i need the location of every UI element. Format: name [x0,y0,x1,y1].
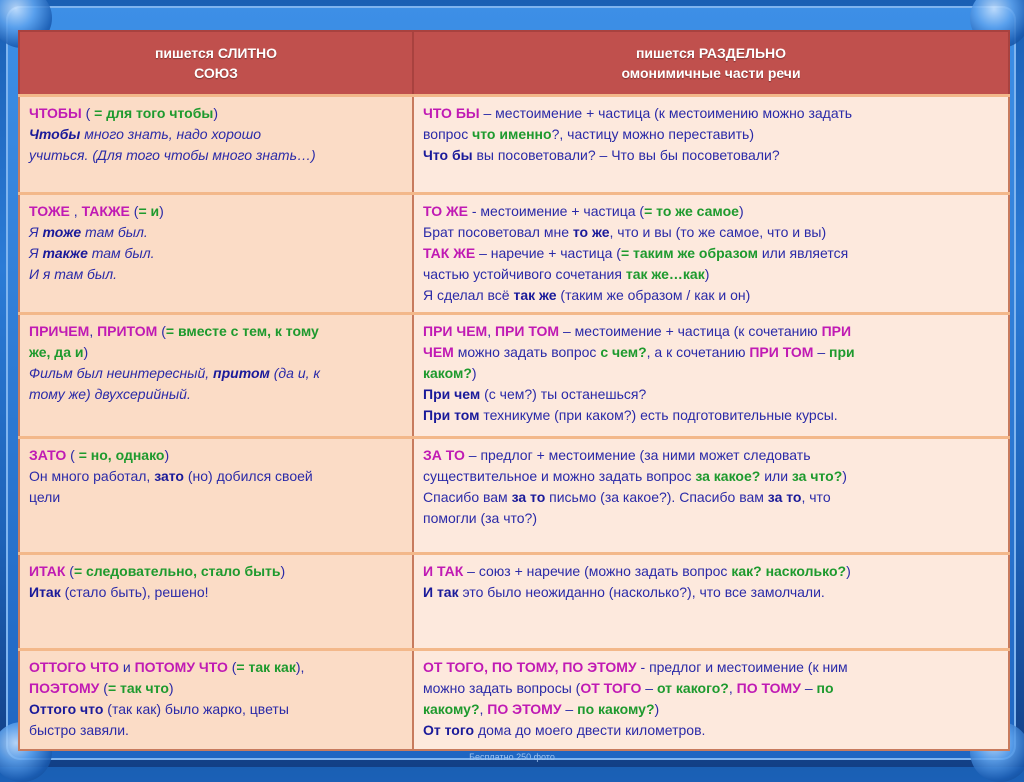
text-segment: И ТАК [423,563,464,579]
text-segment: – наречие + частица ( [475,245,621,261]
text-segment: тому же) двухсерийный. [29,386,191,402]
joined-cell [19,554,413,650]
header-joined [19,31,413,96]
text-segment: ПРИТОМ [97,323,158,339]
separate-cell [413,194,1009,314]
text-segment: (стало быть), решено! [60,584,209,600]
cell-line [423,678,1000,699]
text-segment: Что бы [423,147,473,163]
text-segment: там был. [81,224,148,240]
joined-cell [19,194,413,314]
text-segment: это было неожиданно (насколько?), что все замолчали. [458,584,825,600]
text-segment: - предлог и местоимение (к ним [636,659,848,675]
text-segment: можно задать вопросы ( [423,680,581,696]
text-segment: (с чем?) ты останешься? [480,386,647,402]
cell-line [29,384,404,405]
text-segment: ) [842,468,847,484]
text-segment: то же [572,224,610,240]
text-segment: ) [471,365,477,381]
text-segment: ПОЭТОМУ [29,680,100,696]
text-segment: тоже [42,224,82,240]
text-segment: ТО ЖЕ [423,203,468,219]
text-segment: ЧТО БЫ [423,105,480,121]
text-segment: ) [280,563,286,579]
cell-line [423,264,1000,285]
text-segment: ), [295,659,305,675]
cell-line [29,720,404,741]
header-separate-subtitle: омонимичные части речи [621,65,801,81]
text-segment: – местоимение + частица (к местоимению можно задать [479,105,853,121]
text-segment: ОТ ТОГО, ПО ТОМУ, ПО ЭТОМУ [423,659,637,675]
text-segment: Фильм был неинтересный, [29,365,214,381]
text-segment: , [479,701,488,717]
table-row [19,96,1009,194]
text-segment: (да и, к [269,365,321,381]
text-segment: ОТТОГО ЧТО [29,659,119,675]
separate-cell [413,554,1009,650]
text-segment: – [561,701,578,717]
cell-line [423,145,1000,166]
text-segment: дома до моего двести километров. [474,722,706,738]
text-segment: за какое? [695,468,761,484]
cell-line [423,222,1000,243]
text-segment: – союз + наречие (можно задать вопрос [463,563,732,579]
text-segment: (так как) было жарко, цветы [103,701,289,717]
text-segment: быстро завяли. [29,722,129,738]
text-segment: так же [513,287,557,303]
text-segment: Я сделал всё [423,287,514,303]
cell-line [29,678,404,699]
text-segment: ?, частицу можно переставить) [551,126,754,142]
joined-cell [19,96,413,194]
text-segment: ( [157,323,166,339]
text-segment: ПО ЭТОМУ [487,701,562,717]
text-segment: так же…как [625,266,705,282]
text-segment: там был. [87,245,155,261]
cell-line [29,145,404,166]
text-segment: , что [801,489,831,505]
text-segment: Оттого что [29,701,104,717]
text-segment: ) [159,203,164,219]
text-segment: ЗА ТО [423,447,465,463]
text-segment: по [816,680,834,696]
cell-line [423,243,1000,264]
text-segment: как? насколько? [731,563,847,579]
header-separate-title: пишется РАЗДЕЛЬНО [635,45,787,61]
text-segment: ТАК ЖЕ [423,245,476,261]
spelling-rules-table [18,30,1010,751]
text-segment: ПРИ ТОМ [749,344,814,360]
text-segment: и [119,659,135,675]
text-segment: , что и вы (то же самое, что и вы) [609,224,827,240]
cell-line [423,508,1000,529]
text-segment: (таким же образом / как и он) [556,287,751,303]
text-segment: Он много работал, [29,468,155,484]
cell-line [423,699,1000,720]
text-segment: ( [227,659,237,675]
text-segment: какому? [423,701,480,717]
text-segment: за что? [791,468,843,484]
text-segment: ЧЕМ [423,344,454,360]
text-segment: ПРИЧЕМ [29,323,90,339]
joined-cell [19,438,413,554]
cell-line [423,561,1000,582]
cell-line [423,487,1000,508]
cell-line [29,582,404,603]
text-segment: – [800,680,817,696]
cell-line [423,657,1000,678]
text-segment: = и [138,203,160,219]
text-segment: за то [767,489,802,505]
text-segment: цели [29,489,61,505]
text-segment: каком? [423,365,472,381]
cell-line [29,657,404,678]
text-segment: зато [154,468,184,484]
text-segment: что именно [472,126,552,142]
separate-cell [413,438,1009,554]
text-segment: = так что [107,680,169,696]
table-header-row [19,31,1009,96]
text-segment: - местоимение + частица ( [467,203,645,219]
text-segment: При том [423,407,480,423]
text-segment: ) [738,203,744,219]
text-segment: И я там был. [29,266,118,282]
text-segment: ЗАТО [29,447,67,463]
cell-line [29,222,404,243]
cell-line [29,124,404,145]
table-row [19,194,1009,314]
text-segment: ( [99,680,108,696]
text-segment: Чтобы [29,126,81,142]
text-segment: ) [213,105,218,121]
cell-line [423,342,1000,363]
text-segment: письмо (за какое?). Спасибо вам [545,489,768,505]
text-segment: частью устойчивого сочетания [423,266,626,282]
text-segment: ИТАК [29,563,66,579]
text-segment: притом [213,365,270,381]
cell-line [29,487,404,508]
text-segment: – предлог + местоимение (за ними может следовать [464,447,811,463]
text-segment: При чем [423,386,481,402]
text-segment: , [487,323,495,339]
text-segment: = но, однако [78,447,165,463]
text-segment: вопрос [423,126,473,142]
cell-line [423,124,1000,145]
cell-line [29,201,404,222]
text-segment: , [69,203,82,219]
text-segment: с чем? [600,344,647,360]
cell-line [29,103,404,124]
text-segment: (но) добился своей [183,468,313,484]
separate-cell [413,650,1009,750]
text-segment: = вместе с тем, к тому [165,323,319,339]
cell-line [29,561,404,582]
text-segment: ТОЖЕ [29,203,70,219]
text-segment: ПОТОМУ ЧТО [134,659,228,675]
cell-line [423,405,1000,426]
cell-line [423,321,1000,342]
text-segment: при [829,344,855,360]
cell-line [29,264,404,285]
cell-line [423,582,1000,603]
header-separate [413,31,1009,96]
cell-line [29,466,404,487]
text-segment: за то [511,489,546,505]
text-segment: От того [423,722,475,738]
text-segment: Итак [29,584,61,600]
text-segment: ПРИ [821,323,852,339]
text-segment: – [813,344,830,360]
cell-line [423,285,1000,306]
text-segment: или является [757,245,849,261]
text-segment: = таким же образом [620,245,758,261]
text-segment: = то же самое [644,203,739,219]
text-segment: = следовательно, стало быть [73,563,281,579]
joined-cell [19,650,413,750]
text-segment: , а к сочетанию [646,344,750,360]
cell-line [29,321,404,342]
cell-line [423,720,1000,741]
cell-line [423,363,1000,384]
text-segment: Брат посоветовал мне [423,224,573,240]
text-segment: можно задать вопрос [453,344,601,360]
cell-line [423,384,1000,405]
separate-cell [413,314,1009,438]
text-segment: – местоимение + частица (к сочетанию [559,323,822,339]
table-row [19,554,1009,650]
text-segment: ПРИ ЧЕМ [423,323,488,339]
header-joined-title: пишется СЛИТНО [154,45,278,61]
header-joined-subtitle: СОЮЗ [194,65,238,81]
text-segment: Я [29,245,43,261]
text-segment: ОТ ТОГО [580,680,642,696]
text-segment: Спасибо вам [423,489,512,505]
footer-caption: Бесплатно 250 фото [469,752,555,762]
text-segment: , [728,680,737,696]
text-segment: же, да и [29,344,84,360]
cell-line [29,243,404,264]
text-segment: ПО ТОМУ [736,680,801,696]
cell-line [29,342,404,363]
text-segment: много знать, надо хорошо [80,126,262,142]
table-row [19,314,1009,438]
text-segment: ) [654,701,660,717]
text-segment: вы посоветовали? – Что вы бы посоветовали? [472,147,780,163]
text-segment: ( [129,203,139,219]
cell-line [423,103,1000,124]
cell-line [29,699,404,720]
rules-table-sheet [18,30,1008,748]
cell-line [423,466,1000,487]
text-segment: ) [164,447,170,463]
text-segment: = так как [236,659,296,675]
text-segment: – [641,680,657,696]
text-segment: ТАКЖЕ [81,203,130,219]
text-segment: ( [66,447,79,463]
joined-cell [19,314,413,438]
text-segment: техникуме (при каком?) есть подготовительные курсы. [479,407,838,423]
cell-line [29,445,404,466]
table-row [19,438,1009,554]
text-segment: помогли (за что?) [423,510,537,526]
text-segment: = для того чтобы [94,105,214,121]
separate-cell [413,96,1009,194]
text-segment: учиться. (Для того чтобы много знать…) [29,147,316,163]
text-segment: также [42,245,88,261]
cell-line [423,201,1000,222]
text-segment: ) [168,680,174,696]
cell-line [29,363,404,384]
text-segment: или [760,468,792,484]
text-segment: ПРИ ТОМ [494,323,560,339]
text-segment: , [89,323,98,339]
text-segment: Я [29,224,43,240]
text-segment: от какого? [656,680,729,696]
table-row [19,650,1009,750]
text-segment: ) [846,563,851,579]
text-segment: ( [65,563,74,579]
text-segment: по какому? [577,701,655,717]
text-segment: существительное и можно задать вопрос [423,468,696,484]
text-segment: ( [81,105,95,121]
cell-line [423,445,1000,466]
text-segment: ) [83,344,89,360]
text-segment: И так [423,584,459,600]
text-segment: ) [704,266,710,282]
text-segment: ЧТОБЫ [29,105,82,121]
